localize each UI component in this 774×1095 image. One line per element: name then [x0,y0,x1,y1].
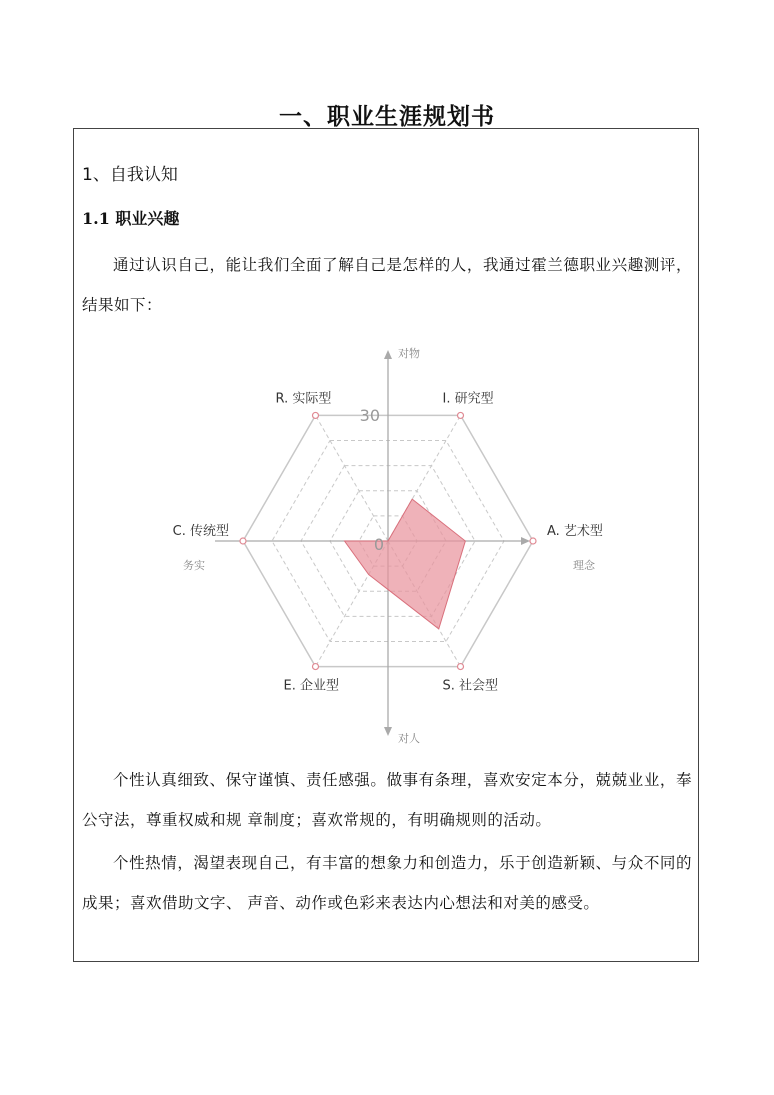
scale-label-min: 0 [373,535,384,554]
radar-axis-label-6: C. 传统型 [172,524,229,539]
radar-vertex-1 [313,412,319,418]
page-title: 一、职业生涯规划书 [279,104,495,130]
radar-data-area [345,499,466,629]
subsection-heading: 1.1 职业兴趣 [82,209,180,228]
radar-axis-label-4: S. 社会型 [442,678,499,694]
radar-axis-label-5: E. 企业型 [283,678,339,694]
radar-axis-label-1: R. 实际型 [275,391,332,407]
axis-title-right: 理念 [573,559,595,572]
section-heading: 1、自我认知 [82,165,178,185]
radar-vertex-5 [313,664,319,670]
holland-radar-chart [155,335,625,755]
radar-axis-label-2: I. 研究型 [442,391,494,407]
axis-title-bottom: 对人 [398,732,420,745]
intro-paragraph: 通过认识自己，能让我们全面了解自己是怎样的人，我通过霍兰德职业兴趣测评，结果如下： [82,256,692,314]
radar-vertex-4 [458,664,464,670]
arrow-down-icon [384,727,392,736]
radar-spoke-1 [316,415,389,541]
axis-title-left: 务实 [183,559,205,572]
scale-label-max: 30 [359,406,380,425]
arrow-right-icon [521,537,530,545]
arrow-up-icon [384,350,392,359]
radar-vertex-2 [458,412,464,418]
radar-axis-label-3: A. 艺术型 [547,524,603,539]
radar-vertex-6 [240,538,246,544]
paragraph-artistic: 个性热情，渴望表现自己，有丰富的想象力和创造力，乐于创造新颖、与众不同的成果；喜欢借助文字、 声音、动作或色彩来表达内心想法和对美的感受。 [82,854,692,912]
axis-title-top: 对物 [398,347,420,360]
radar-vertex-3 [530,538,536,544]
paragraph-conventional: 个性认真细致、保守谨慎、责任感强。做事有条理，喜欢安定本分，兢兢业业，奉公守法，尊重权威和规 章制度；喜欢常规的，有明确规则的活动。 [82,771,692,829]
